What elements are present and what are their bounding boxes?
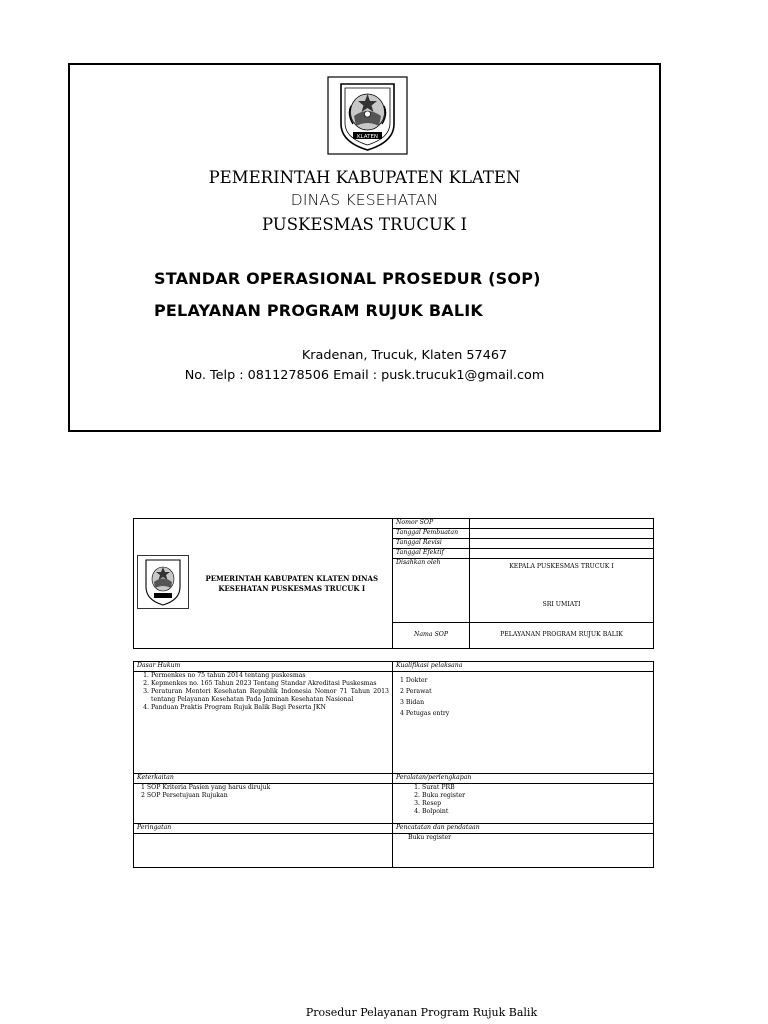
- label-nama-sop: Nama SOP: [393, 623, 470, 649]
- signer-title: KEPALA PUSKESMAS TRUCUK I: [509, 563, 614, 570]
- list-item: 1. Surat PRB: [422, 784, 650, 792]
- emblem-caption: KLATEN: [356, 134, 379, 140]
- address: Kradenan, Trucuk, Klaten 57467: [301, 348, 508, 363]
- dasar-hukum-list: [137, 672, 389, 712]
- list-item: 3 Bidan: [400, 699, 425, 707]
- list-item: 4 Petugas entry: [400, 710, 450, 718]
- keterkaitan-label: Keterkaitan: [134, 774, 393, 784]
- list-item: 2 SOP Persetujuan Rujukan: [141, 792, 228, 800]
- keterkaitan-list: [137, 784, 389, 800]
- list-item: 2. Kepmenkes no. 165 Tahun 2023 Tentang Standar Akreditasi Puskesmas: [151, 680, 389, 688]
- pencatatan-content: [393, 834, 654, 868]
- value-tanggal-pembuatan: [470, 529, 654, 539]
- peringatan-label: Peringatan: [134, 824, 393, 834]
- contact-info: No. Telp : 0811278506 Email : pusk.trucuk1@gmail.com: [184, 368, 545, 383]
- sop-header-table: [133, 518, 654, 649]
- peralatan-label: Peralatan/perlengkapan: [393, 774, 654, 784]
- dasar-hukum-label: Dasar Hukum: [134, 662, 393, 672]
- procedure-title: Prosedur Pelayanan Program Rujuk Balik: [305, 1006, 538, 1019]
- label-tanggal-pembuatan: Tanggal Pembuatan: [393, 529, 470, 539]
- signature-cell: [470, 559, 654, 623]
- sop-body-table: [133, 661, 654, 868]
- list-item: 3. Resep: [422, 800, 650, 808]
- value-tanggal-revisi: [470, 539, 654, 549]
- label-tanggal-efektif: Tanggal Efektif: [393, 549, 470, 559]
- label-disahkan-oleh: Disahkan oleh: [393, 559, 470, 623]
- signer-name: SRI UMIATI: [542, 601, 581, 609]
- list-item: 1 Dokter: [400, 677, 428, 684]
- cover-box: [68, 63, 661, 432]
- pencatatan-value: Buku register: [408, 834, 452, 841]
- list-item: 2 Perawat: [400, 688, 432, 696]
- peringatan-content: [134, 834, 393, 868]
- list-item: 4. Panduan Praktis Program Rujuk Balik Bagi Peserta JKN: [151, 704, 389, 712]
- header-org-name: PEMERINTAH KABUPATEN KLATEN DINAS KESEHATAN PUSKESMAS TRUCUK I: [192, 519, 393, 649]
- list-item: 1. Permenkes no 75 tahun 2014 tentang puskesmas: [151, 672, 389, 680]
- keterkaitan-content: [134, 784, 393, 824]
- list-item: 1 SOP Kriteria Pasien yang harus dirujuk: [141, 784, 271, 791]
- klaten-emblem-small-icon: [137, 555, 189, 609]
- kualifikasi-content: [393, 672, 654, 774]
- list-item: 2. Buku register: [422, 792, 650, 800]
- government-name: PEMERINTAH KABUPATEN KLATEN: [208, 168, 521, 187]
- dasar-hukum-content: [134, 672, 393, 774]
- puskesmas-name: PUSKESMAS TRUCUK I: [261, 215, 467, 234]
- sop-subtitle: PELAYANAN PROGRAM RUJUK BALIK: [154, 301, 484, 320]
- list-item: 4. Bolpoint: [422, 808, 650, 816]
- label-nomor-sop: Nomor SOP: [393, 519, 470, 529]
- peralatan-content: [393, 784, 654, 824]
- value-nomor-sop: [470, 519, 654, 529]
- sop-title: STANDAR OPERASIONAL PROSEDUR (SOP): [154, 269, 541, 288]
- header-logo-cell: [134, 519, 192, 649]
- kualifikasi-list: [396, 675, 650, 720]
- department-name: DINAS KESEHATAN: [290, 191, 439, 209]
- list-item: 3. Peraturan Menteri Kesehatan Republik Indonesia Nomor 71 Tahun 2013 tentang Pelayanan Kesehatan Pada Jaminan Kesehatan Nasional: [151, 688, 389, 704]
- label-tanggal-revisi: Tanggal Revisi: [393, 539, 470, 549]
- peralatan-list: [396, 784, 650, 816]
- pencatatan-label: Pencatatan dan pendataan: [393, 824, 654, 834]
- klaten-emblem-icon: [327, 76, 408, 155]
- value-tanggal-efektif: [470, 549, 654, 559]
- value-nama-sop: PELAYANAN PROGRAM RUJUK BALIK: [470, 623, 654, 649]
- kualifikasi-label: Kualifikasi pelaksana: [393, 662, 654, 672]
